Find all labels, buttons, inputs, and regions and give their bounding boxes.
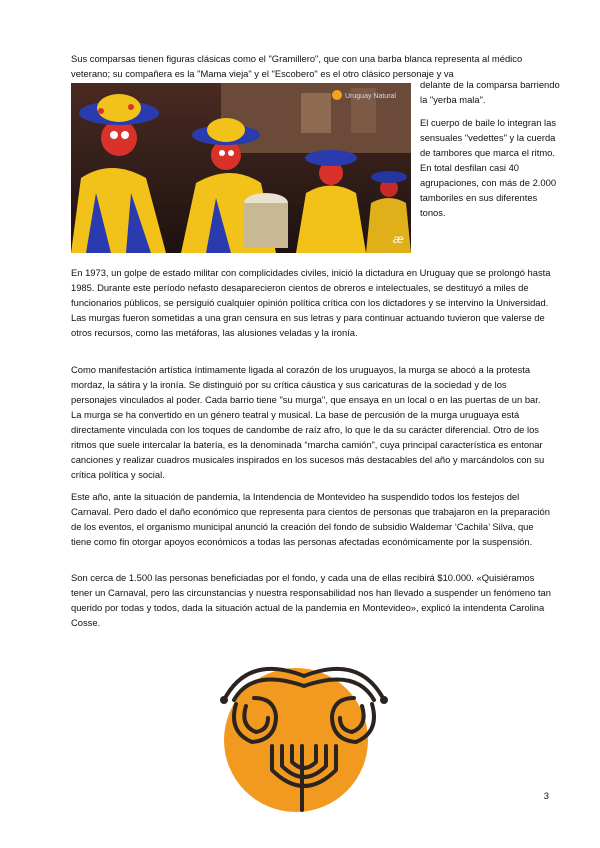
paragraph-5: Como manifestación artística íntimamente ligada al corazón de los uruguayos, la murga se abocó a la protesta mordaz, la sátira y la ironía. Se distinguió por su crítica cáustica y sus caricaturas de la sociedad y de los personajes vinculados al poder. Cada barrio tiene "su murga", que ensaya en un local o en las puertas de un bar. La murga se ha convertido en un género teatral y musical. La base de percusión de la murga uruguaya está directamente vinculada con los toques de candombe de raíz afro, lo que le da su carácter diferencial. Otro de los ritmos que suele intercalar la batería, es la denominada “marcha camión”, cuya principal característica es entonar canciones y realizar cuadros musicales inspirados en los sucesos más destacables del año y marcándolos con su crítica política y social.	[71, 364, 545, 480]
paragraph-6: Este año, ante la situación de pandemia, la Intendencia de Montevideo ha suspendido todos los festejos del Carnaval. Pero dado el daño económico que representa para cientos de personas que trabajaron en la preparación de los eventos, el organismo municipal anunció la creación del fondo de subsidio Waldemar ‘Cachila’ Silva, que tiene como fin otorgar apoyos económicos a todas las personas afectadas económicamente por la suspensión.	[71, 491, 550, 547]
page-number: 3	[543, 790, 549, 801]
paragraph-7: Son cerca de 1.500 las personas beneficiadas por el fondo, y cada una de ellas recibirá $10.000. «Quisiéramos tener un Carnaval, pero las circunstancias y nuestra responsabilidad nos han llevado a suspender un fenómeno tan querido por todas y todos, dada la situación actual de la pandemia en Montevideo», explicó la intendenta Carolina Cosse.	[71, 572, 551, 628]
svg-text:Uruguay Natural: Uruguay Natural	[345, 93, 396, 100]
murga-dancers-illustration	[71, 83, 411, 253]
paragraph-4: En 1973, un golpe de estado militar con complicidades civiles, inició la dictadura en Uruguay que se prolongó hasta 1985. Durante este período nefasto desaparecieron cientos de obreros e intelectuales, se destituyó a miles de funcionarios públicos, se persiguió cualquier opinión política crítica con los dictadores y se intervino la Universidad. Las murgas fueron sometidas a una gran censura en sus letras y para continuar actuando tuvieron que valerse de otros recursos, como las metáforas, las alusiones veladas y la ironía.	[71, 267, 551, 338]
paragraph-2: delante de la comparsa barriendo la "yerba mala".	[420, 79, 560, 105]
photo-corner-mark: æ	[393, 232, 404, 246]
paragraph-1: Sus comparsas tienen figuras clásicas como el "Gramillero", que con una barba blanca representa al médico veterano; su compañera es la "Mama vieja" y el "Escobero" es el otro clásico personaje y va	[71, 53, 523, 79]
carnival-photo	[71, 83, 411, 253]
paragraph-3: El cuerpo de baile lo integran las sensuales "vedettes" y la cuerda de tambores que marca el ritmo. En total desfilan casi 40 agrupaciones, con más de 2.000 tamboriles en sus diferentes tonos.	[420, 117, 557, 218]
murga-jester-logo	[218, 642, 390, 816]
